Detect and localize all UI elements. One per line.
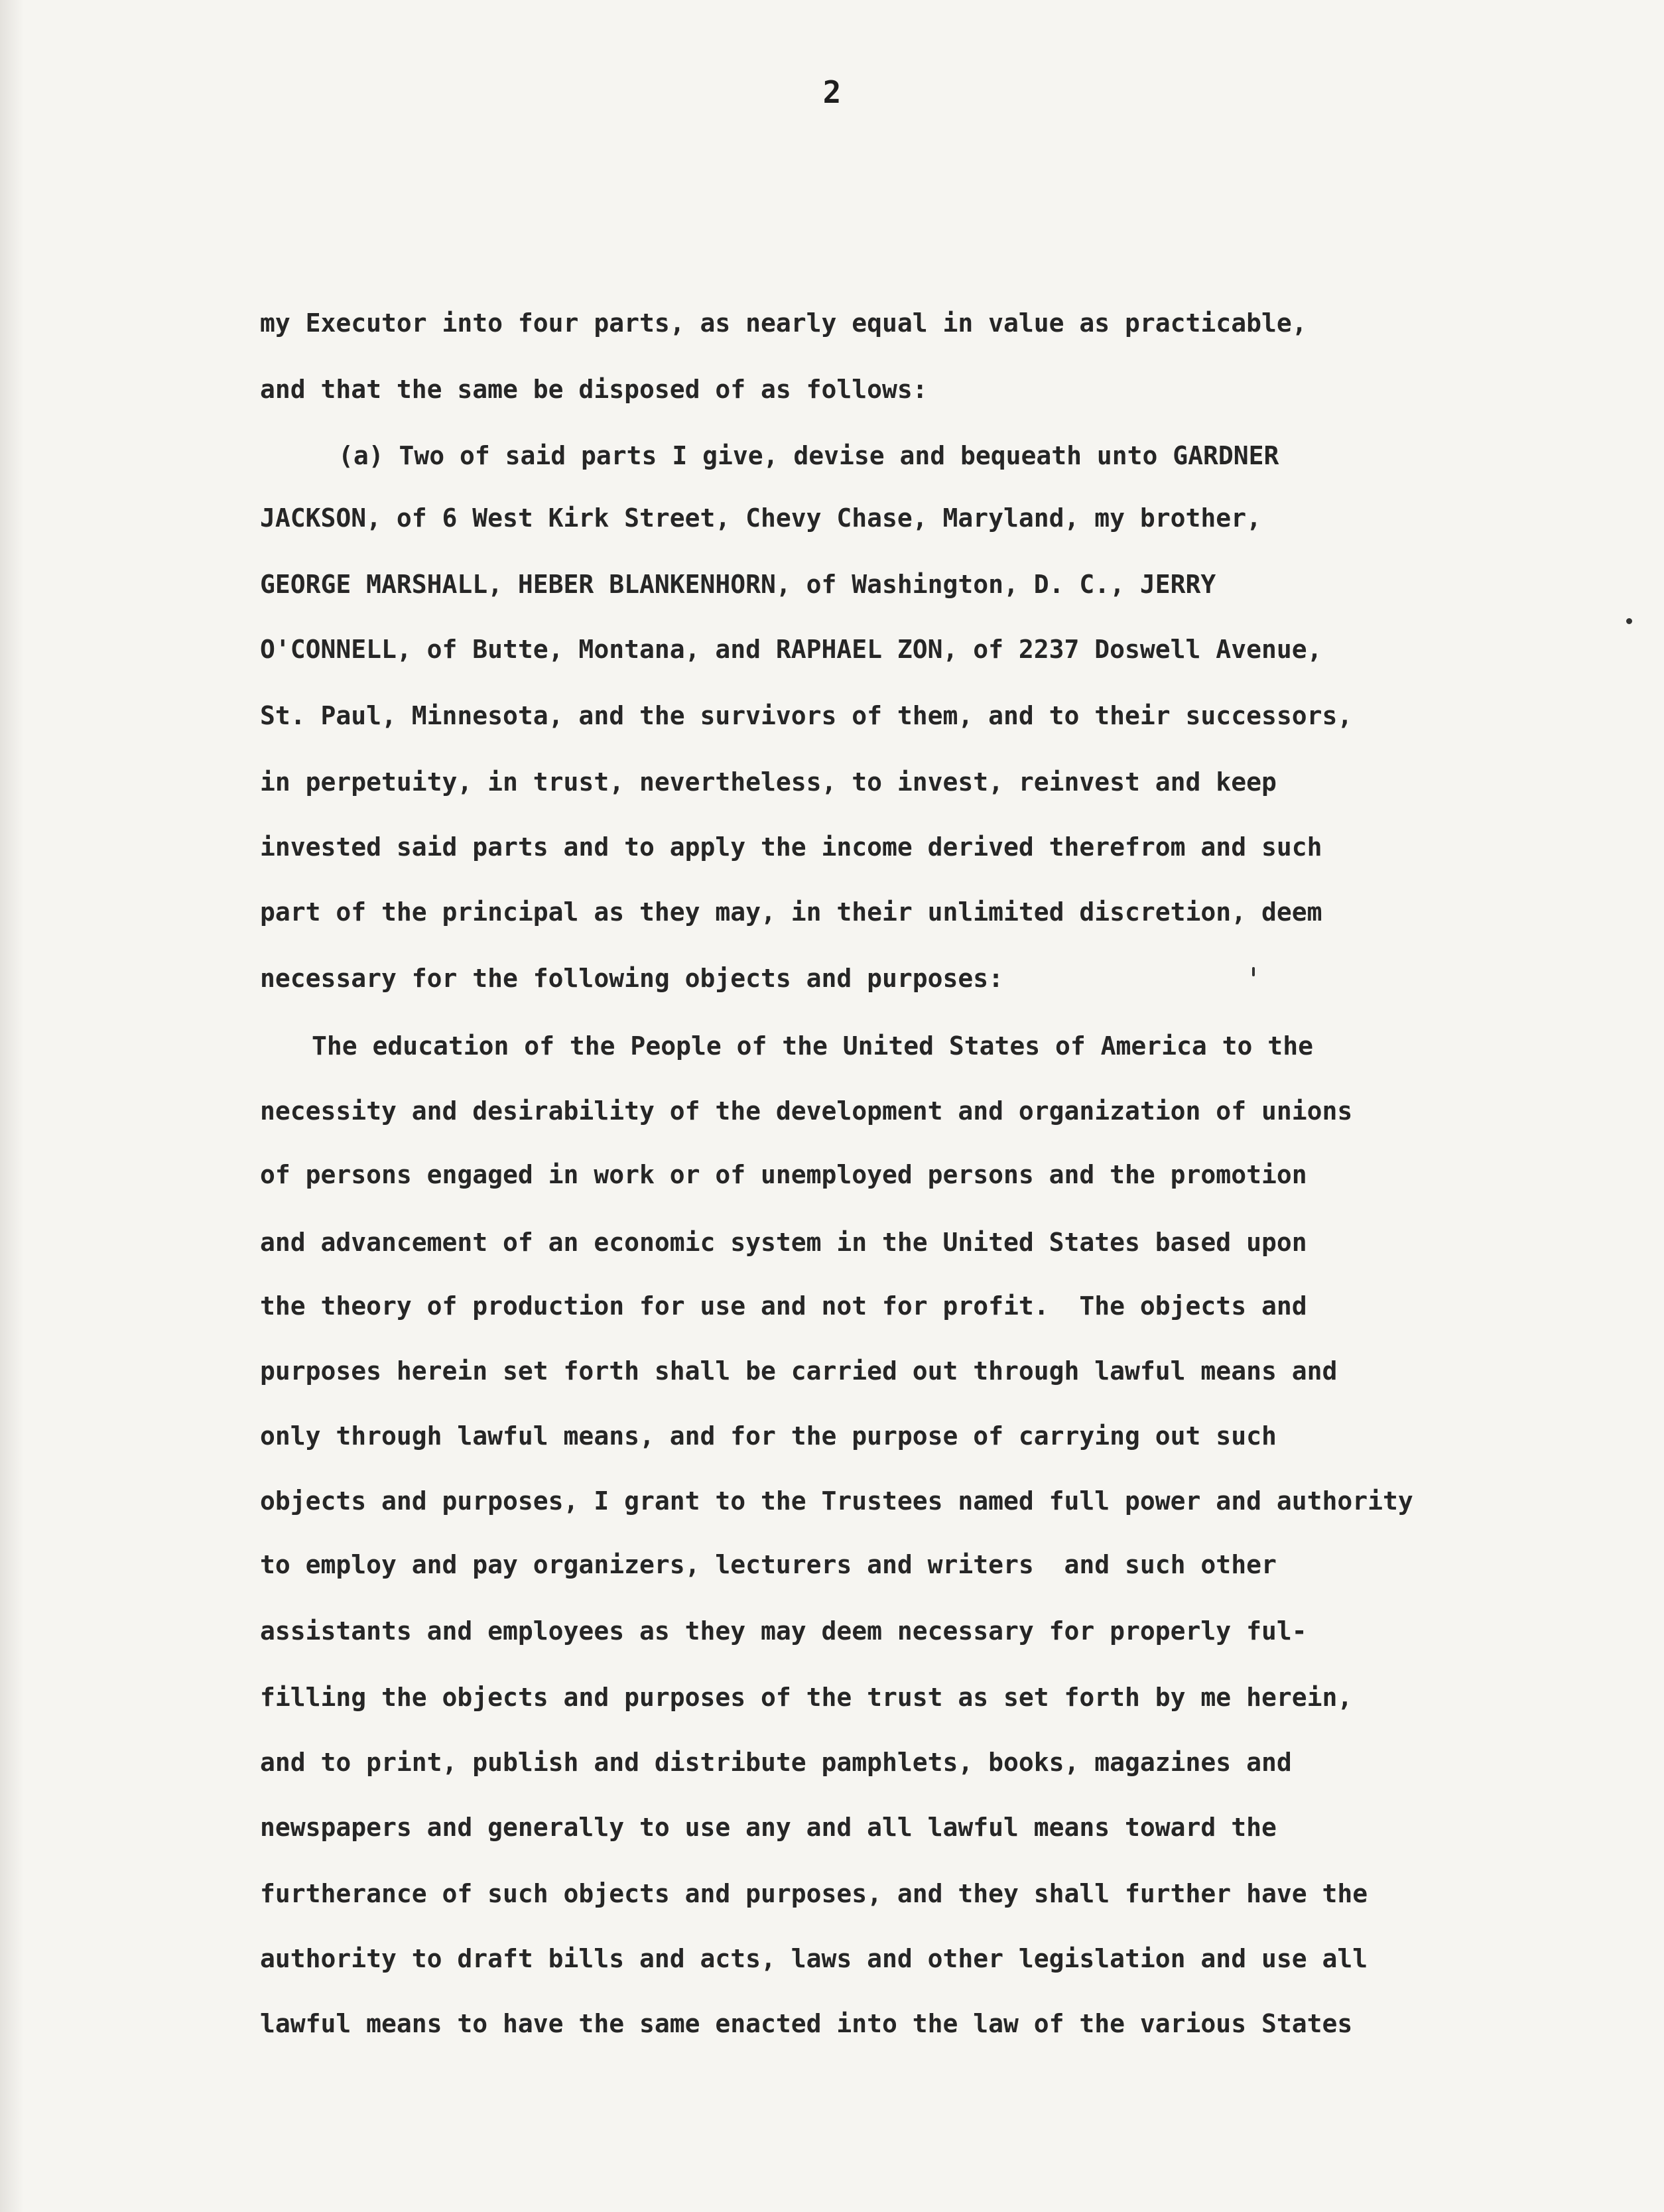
text-line: invested said parts and to apply the income derived therefrom and such [260, 832, 1322, 862]
text-line: The education of the People of the United States of America to the [312, 1031, 1313, 1061]
text-line: objects and purposes, I grant to the Trustees named full power and authority [260, 1486, 1413, 1516]
text-line: filling the objects and purposes of the trust as set forth by me herein, [260, 1683, 1353, 1712]
text-line: lawful means to have the same enacted into the law of the various States [260, 2009, 1353, 2038]
text-line: O'CONNELL, of Butte, Montana, and RAPHAEL ZON, of 2237 Doswell Avenue, [260, 635, 1322, 664]
text-line: and to print, publish and distribute pamphlets, books, magazines and [260, 1748, 1292, 1777]
text-line: the theory of production for use and not for profit. The objects and [260, 1291, 1307, 1321]
text-line: St. Paul, Minnesota, and the survivors of them, and to their successors, [260, 701, 1353, 730]
text-line: furtherance of such objects and purposes, and they shall further have the [260, 1879, 1368, 1908]
text-line: and advancement of an economic system in the United States based upon [260, 1228, 1307, 1257]
text-line: necessity and desirability of the development and organization of unions [260, 1096, 1353, 1126]
text-line: authority to draft bills and acts, laws and other legislation and use all [260, 1944, 1368, 1973]
text-line: newspapers and generally to use any and all lawful means toward the [260, 1813, 1277, 1842]
text-line: to employ and pay organizers, lecturers and writers and such other [260, 1550, 1277, 1579]
page-number: 2 [822, 74, 842, 110]
text-line: of persons engaged in work or of unemployed persons and the promotion [260, 1160, 1307, 1189]
text-line: purposes herein set forth shall be carried out through lawful means and [260, 1356, 1338, 1386]
text-line: and that the same be disposed of as follows: [260, 375, 928, 404]
text-line: only through lawful means, and for the purpose of carrying out such [260, 1421, 1277, 1451]
text-line: JACKSON, of 6 West Kirk Street, Chevy Chase, Maryland, my brother, [260, 503, 1261, 533]
stray-ink-mark [1626, 618, 1632, 624]
text-line: assistants and employees as they may deem necessary for properly ful- [260, 1616, 1307, 1646]
text-line: necessary for the following objects and purposes: [260, 964, 1004, 993]
text-line: my Executor into four parts, as nearly equal in value as practicable, [260, 308, 1307, 338]
text-line: (a) Two of said parts I give, devise and bequeath unto GARDNER [338, 441, 1279, 470]
stray-ink-mark [1252, 967, 1255, 976]
text-line: part of the principal as they may, in their unlimited discretion, deem [260, 897, 1322, 927]
text-line: GEORGE MARSHALL, HEBER BLANKENHORN, of Washington, D. C., JERRY [260, 570, 1216, 599]
text-line: in perpetuity, in trust, nevertheless, to invest, reinvest and keep [260, 767, 1277, 797]
